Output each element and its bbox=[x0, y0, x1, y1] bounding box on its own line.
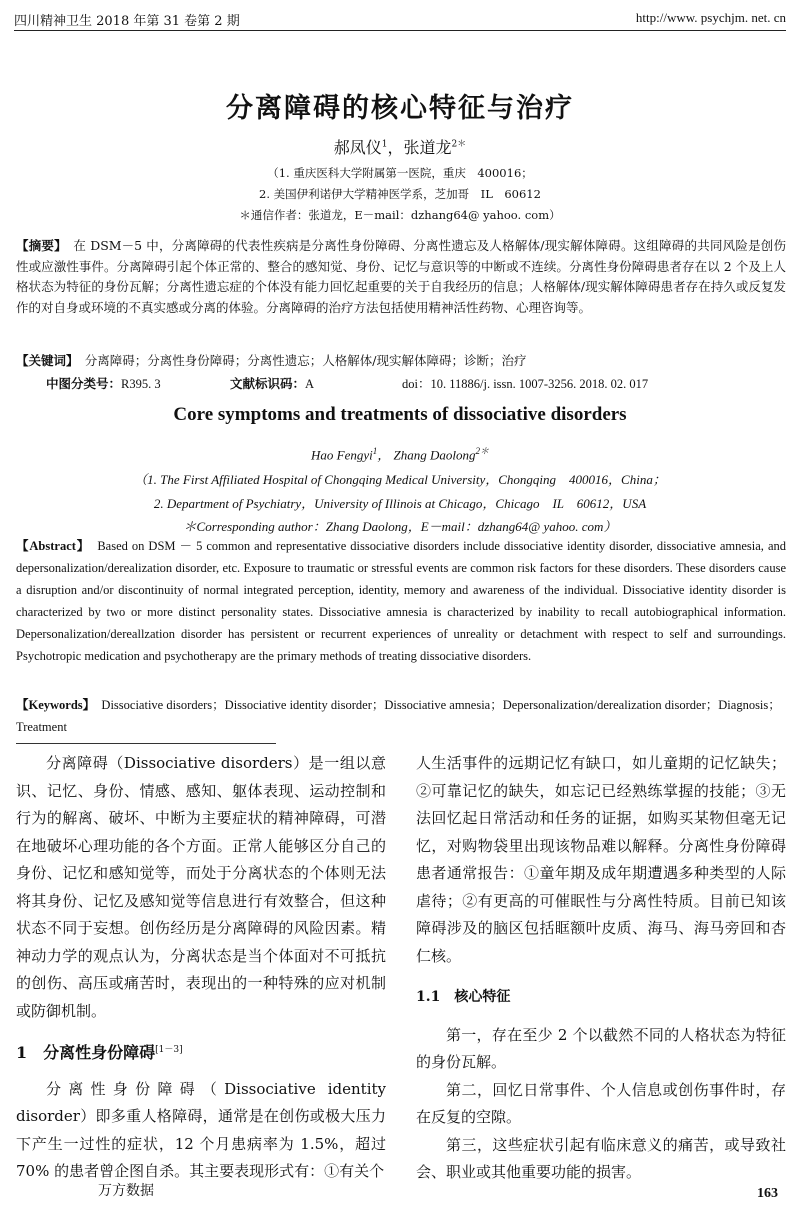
keywords-en-label: 【Keywords】 bbox=[16, 698, 89, 712]
body-paragraph: 第二，回忆日常事件、个人信息或创伤事件时，存在反复的空隙。 bbox=[416, 1080, 786, 1126]
authors-cn bbox=[0, 135, 800, 158]
abstract-en-label: 【Abstract】 bbox=[16, 539, 84, 553]
section-heading-1: 1 分离性身份障碍[1－3] bbox=[16, 1043, 183, 1062]
authors-en: Hao Fengyi$^1$， Zhang Daolong$^{2*}$ bbox=[311, 446, 489, 463]
affiliation-en-3: ＊Corresponding author：Zhang Daolong，E－mail：dzhang64@ yahoo. com） bbox=[183, 519, 617, 534]
body-paragraph: 人生活事件的远期记忆有缺口，如儿童期的记忆缺失；②可靠记忆的缺失，如忘记已经熟练掌握的技能；③无法回忆起日常活动和任务的证据，如购买某物但毫无记忆，对购物袋里出现该物品难以解释。分离性身份障碍患者通常报告：①童年期及成年期遭遇多种类型的人际虐待；②有更高的可催眠性与分离性特质。目前已知该障碍涉及的脑区包括眶额叶皮质、海马、海马旁回和杏仁核。 bbox=[416, 754, 786, 965]
body-paragraph: 第一，存在至少 2 个以截然不同的人格状态为特征的身份瓦解。 bbox=[416, 1025, 786, 1071]
page-title: 分离障碍的核心特征与治疗 bbox=[226, 93, 574, 124]
keywords-cn bbox=[16, 351, 526, 369]
english-title: Core symptoms and treatments of dissociative disorders bbox=[173, 404, 627, 425]
affiliation-en-2: 2. Department of Psychiatry，University of Illinois at Chicago，Chicago IL 60612，USA bbox=[153, 496, 647, 511]
document-code: 文献标识码：A bbox=[230, 376, 315, 391]
author-en-1: Hao Fengyi bbox=[311, 447, 373, 463]
body-column-right bbox=[416, 750, 786, 1187]
section-ref: [1－3] bbox=[155, 1045, 183, 1055]
affiliation-cn-3: ＊通信作者：张道龙，E－mail：dzhang64@ yahoo. com） bbox=[239, 208, 561, 222]
author-1-marker: 1 bbox=[381, 139, 388, 150]
watermark: 万方数据 bbox=[98, 1183, 154, 1199]
affiliation-cn-2: 2. 美国伊利诺伊大学精神医学系，芝加哥 IL 60612 bbox=[259, 187, 541, 201]
subsection-heading: 1.1 核心特征 bbox=[416, 989, 511, 1005]
running-header bbox=[14, 8, 786, 31]
keywords-cn-label: 【关键词】 bbox=[16, 353, 73, 368]
affiliation-en-1: （1. The First Affiliated Hospital of Chongqing Medical University，Chongqing 400016，China； bbox=[134, 472, 666, 487]
body-paragraph: 分离性身份障碍（Dissociative identity disorder）即多重人格障碍，通常是在创伤或极大压力下产生一过性的症状，12 个月患病率为 1.5%，超过 70% 的患者曾企图自杀。其主要表现形式有：①有关个 bbox=[16, 1079, 386, 1180]
page-number: 163 bbox=[757, 1186, 778, 1201]
journal-issue: 四川精神卫生 2018 年第 31 卷第 2 期 bbox=[14, 14, 240, 29]
journal-url[interactable]: http://www. psychjm. net. cn bbox=[635, 10, 786, 25]
body-paragraph: 分离障碍（Dissociative disorders）是一组以意识、记忆、身份、情感、感知、躯体表现、运动控制和行为的解离、破坏、中断为主要症状的精神障碍，可潜在地破坏心理功能的各个方面。正常人能够区分自己的身份、记忆和感知觉等，而处于分离状态的个体则无法将其身份、记忆及感知觉等信息进行有效整合，但这种状态不同于妄想。创伤经历是分离障碍的风险因素。精神动力学的观点认为，分离状态是当个体面对不可抵抗的创伤、高压或痛苦时，表现出的一种特殊的应对机制或防御机制。 bbox=[16, 754, 386, 1020]
author-separator: ， bbox=[387, 138, 404, 157]
author-1: 郝凤仪 bbox=[333, 138, 382, 157]
author-en-2: Zhang Daolong bbox=[393, 447, 476, 463]
clc-number: 中图分类号：R395. 3 bbox=[46, 376, 161, 391]
doi[interactable]: doi：10. 11886/j. issn. 1007-3256. 2018. 02. 017 bbox=[402, 377, 649, 391]
affiliation-cn-1: （1. 重庆医科大学附属第一医院，重庆 400016； bbox=[267, 166, 533, 180]
body-paragraph: 第三，这些症状引起有临床意义的痛苦，或导致社会、职业或其他重要功能的损害。 bbox=[416, 1135, 786, 1181]
abstract-cn bbox=[16, 236, 786, 318]
divider bbox=[16, 743, 276, 744]
abstract-cn-text: 在 DSM－5 中，分离障碍的代表性疾病是分离性身份障碍、分离性遗忘及人格解体/现实解体障碍。这组障碍的共同风险是创伤性或应激性事件。分离障碍引起个体正常的、整合的感知觉、身份、记忆与意识等的中断或不连续。分离性身份障碍患者存在以 2 个及上人格状态为特征的身份瓦解；分离性遗忘症的个体没有能力回忆起重要的关于自我经历的信息；人格解体/现实解体障碍患者存在持久或反复发作的对自身或环境的不真实感或分离的体验。分离障碍的治疗方法包括使用精神活性药物、心理咨询等。 bbox=[16, 238, 786, 315]
keywords-en bbox=[16, 694, 786, 738]
author-2: 张道龙 bbox=[403, 138, 452, 157]
abstract-en-text: Based on DSM － 5 common and representative dissociative disorders include dissociative identity disorder, dissociative amnesia, and depersonalization/derealization disorder, etc. Exposure to traumatic or stressful events are common risk factors for these disorders. These disorders cause a disruption and/or discontinuity of normal integrated perception, identity, memory and awareness of the individual. Dissociative identity disorder is characterized by two or more distinct personality states. Dissociative amnesia is characterized by inability to recall autobiographical information. Depersonalization/dereallzation disorder has persistent or recurrent experiences of unreality or detachment with respect to self and surroundings. Psychotropic medication and psychotherapy are the primary methods of treating dissociative disorders. bbox=[16, 539, 786, 663]
keywords-en-text: Dissociative disorders；Dissociative identity disorder；Dissociative amnesia；Depersonalization/derealization disorder；Diagnosis；Treatment bbox=[16, 698, 781, 734]
abstract-cn-label: 【摘要】 bbox=[16, 238, 61, 253]
body-column-left bbox=[16, 750, 386, 1186]
author-2-marker: 2＊ bbox=[451, 139, 467, 150]
abstract-en bbox=[16, 535, 786, 667]
keywords-cn-text: 分离障碍；分离性身份障碍；分离性遗忘；人格解体/现实解体障碍；诊断；治疗 bbox=[72, 353, 527, 368]
